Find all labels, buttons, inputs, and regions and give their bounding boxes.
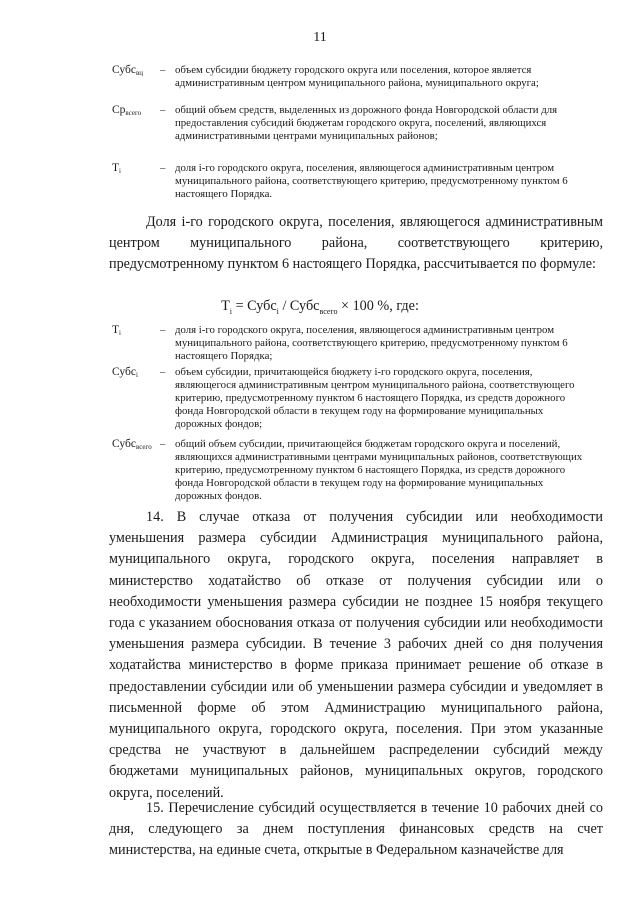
definition-text: доля i-го городского округа, поселения, являющегося административным центром муниципального района, соответствующего критерию, предусмотренному пунктом 6 настоящего Порядка; [175, 324, 568, 362]
definition-item [112, 64, 592, 104]
definitions-top [112, 64, 592, 201]
definition-dash: – [160, 366, 166, 378]
definition-item [112, 324, 592, 366]
definition-term: Субс$_i$ [112, 366, 138, 379]
paragraph-share-formula-intro: Доля i-го городского округа, поселения, являющегося административным центром муниципального района, соответствующего критерию, предусмотренному пунктом 6 настоящего Порядка, рассчитывается по формуле: [109, 214, 603, 273]
definition-text: общий объем субсидии, причитающейся бюджетам городского округа и поселений, являющихся административными центрами муниципальных районов, соответствующих критерию, предусмотренному пунктом 6 настоящего Порядка, из средств дорожного фонда Новгородской области в текущем году на формирование муниципальных дорожных фондов. [175, 438, 583, 502]
definition-dash: – [160, 438, 166, 450]
definition-item [112, 366, 592, 438]
definition-text: объем субсидии, причитающейся бюджету i-го городского округа, поселения, являющегося административным центром муниципального района, соответствующего критерию, предусмотренному пунктом 6 настоящего Порядка, из средств дорожного фонда Новгородской области в текущем году на формирование муниципальных дорожных фондов; [175, 366, 575, 430]
definition-term: $Ср_{всего}$ [112, 104, 142, 117]
definition-term: $T_i$ [112, 324, 121, 337]
definition-term: Субс$_{вц}$ [112, 64, 144, 77]
definition-item [112, 162, 592, 201]
definition-item [112, 104, 592, 162]
definition-text: объем субсидии бюджету городского округа или поселения, которое является административным центром муниципального района, муниципального округа; [175, 64, 539, 89]
paragraph-15: 15. Перечисление субсидий осуществляется в течение 10 рабочих дней со дня, следующего за днем поступления финансовых средств на счет министерства, на единые счета, открытые в Федеральном казначействе для [109, 800, 603, 859]
definition-dash: – [160, 104, 166, 116]
definition-dash: – [160, 64, 166, 76]
definition-text: доля i-го городского округа, поселения, являющегося административным центром муниципального района, соответствующего критерию, предусмотренному пунктом 6 настоящего Порядка. [175, 162, 568, 200]
page-number: 11 [313, 30, 327, 45]
definitions-bottom [112, 324, 592, 503]
definition-term: Субс$_{всего}$ [112, 438, 152, 451]
formula: $T_i$ = Субс$_i$ / Субс$_{всего}$ × 100 %, где: [221, 298, 419, 316]
definition-term: $T_i$ [112, 162, 121, 175]
definition-item [112, 438, 592, 503]
definition-text: общий объем средств, выделенных из дорожного фонда Новгородской области для предоставления субсидий бюджетам городского округа, поселений, являющихся административными центрами муниципальных районов; [175, 104, 558, 142]
paragraph-14: 14. В случае отказа от получения субсидии или необходимости уменьшения размера субсидии Администрация муниципального района, муниципального округа, городского округа, поселения направляет в министерство ходатайство об отказе от получения субсидии или о необходимости уменьшения размера субсидии не позднее 15 ноября текущего года с указанием обоснования отказа от получения субсидии или необходимости уменьшения размера субсидии. В течение 3 рабочих дней со дня получения ходатайства министерство в форме приказа принимает решение об отказе в предоставлении субсидии или об уменьшении размера субсидии и уведомляет в письменной форме об этом Администрацию муниципального района, муниципального округа, городского округа, поселения. При этом указанные средства не участвуют в дальнейшем распределении субсидий между бюджетами муниципальных районов, муниципальных округов, городского округа, поселений. [109, 509, 603, 801]
definition-dash: – [160, 162, 166, 174]
definition-dash: – [160, 324, 166, 336]
